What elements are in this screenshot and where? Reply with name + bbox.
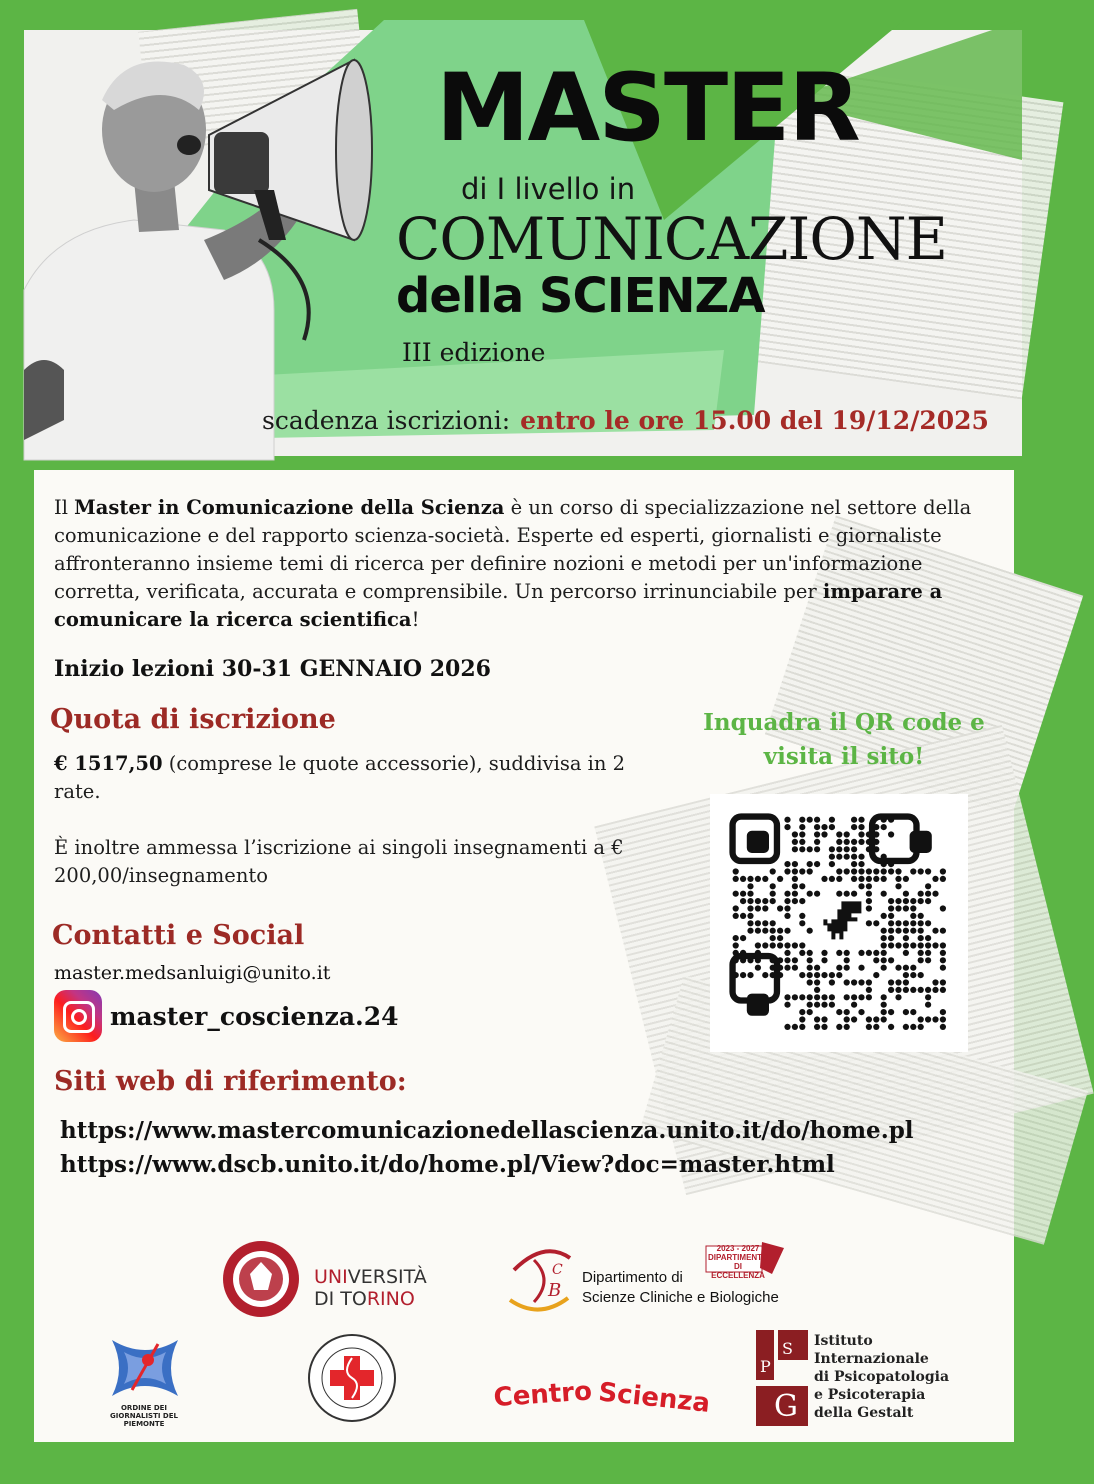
ordine-biologi-logo-icon: [306, 1332, 398, 1424]
svg-text:B: B: [548, 1280, 562, 1301]
website-links: [60, 1114, 914, 1182]
fee-amount: [54, 750, 674, 806]
intro-paragraph: [54, 494, 974, 634]
unito-text: UNI: [314, 1266, 348, 1288]
dscb-text: Scienze Cliniche e Biologiche: [582, 1289, 779, 1306]
fee-amount-text: (comprese le quote accessorie), suddivisa in 2 rate.: [54, 752, 626, 803]
woman-megaphone-photo: [24, 40, 354, 460]
svg-text:G: G: [774, 1389, 798, 1424]
excellence-badge-text: 2023 - 2027 DIPARTIMENTO DI ECCELLENZA: [708, 1244, 769, 1280]
websites-heading: Siti web di riferimento:: [54, 1066, 407, 1097]
unito-name: [314, 1266, 427, 1310]
intro-text: Il: [54, 496, 75, 519]
dscb-logo-icon: [504, 1240, 578, 1320]
fee-single: È inoltre ammessa l’iscrizione ai singoli insegnamenti a € 200,00/insegnamento: [54, 836, 624, 887]
fee-heading: Quota di iscrizione: [50, 704, 336, 735]
svg-text:C: C: [552, 1262, 563, 1278]
ogp-name: ORDINE DEI GIORNALISTI DEL PIEMONTE: [110, 1404, 178, 1428]
qr-code-icon: [710, 794, 968, 1052]
iipg-text: Internazionale: [814, 1351, 929, 1367]
svg-text:Centro: Centro: [492, 1376, 593, 1414]
instagram-link[interactable]: [54, 990, 399, 1042]
start-date: Inizio lezioni 30-31 GENNAIO 2026: [54, 656, 491, 682]
unito-text: RINO: [366, 1288, 415, 1310]
contacts-heading: Contatti e Social: [52, 920, 305, 951]
intro-text: è un corso di specializzazione nel settore della comunicazione e del rapporto scienza-società. Esperte ed esperti, giornalisti e giornaliste affronteranno insieme temi di ricerca per definire nozioni e metodi per un'informazione corretta, verificata, accurata e comprensibile. Un percorso irrinunciabile per: [54, 496, 972, 603]
iipg-text: di Psicopatologia: [814, 1369, 950, 1385]
intro-bold: imparare a comunicare la ricerca scientifica: [54, 580, 943, 631]
svg-text:S: S: [782, 1339, 793, 1358]
hero-title-line2: COMUNICAZIONE: [396, 205, 947, 273]
qr-hint: Inquadra il QR code e visita il sito!: [703, 709, 985, 770]
svg-text:P: P: [760, 1357, 771, 1376]
content-panel: [34, 470, 1014, 1442]
website-link-2[interactable]: https://www.dscb.unito.it/do/home.pl/View?doc=master.html: [60, 1151, 835, 1178]
iipg-logo-icon: [756, 1330, 808, 1426]
intro-text: !: [411, 608, 420, 631]
deadline: [262, 406, 989, 435]
deadline-value: entro le ore 15.00 del 19/12/2025: [520, 406, 989, 435]
contact-email[interactable]: master.medsanluigi@unito.it: [54, 962, 331, 984]
website-link-1[interactable]: https://www.mastercomunicazionedellascienza.unito.it/do/home.pl: [60, 1117, 914, 1144]
ogp-logo-icon: [104, 1330, 186, 1406]
hero-banner: [24, 20, 1022, 456]
hero-subtitle: di I livello in: [461, 172, 636, 206]
unito-text: VERSITÀ: [347, 1266, 427, 1288]
svg-text:Scienza: Scienza: [597, 1377, 712, 1419]
edition-label: III edizione: [402, 338, 546, 367]
iipg-text: e Psicoterapia: [814, 1387, 926, 1403]
instagram-icon: [54, 990, 102, 1042]
deadline-label: scadenza iscrizioni:: [262, 406, 511, 435]
fee-amount-value: € 1517,50: [54, 752, 163, 775]
iipg-text: Istituto: [814, 1333, 873, 1349]
hero-title: MASTER: [436, 54, 859, 163]
instagram-handle: master_coscienza.24: [110, 1001, 399, 1031]
intro-bold: Master in Comunicazione della Scienza: [74, 496, 505, 519]
centroscienza-logo-icon: [492, 1360, 712, 1420]
unito-text: DI TO: [314, 1288, 367, 1310]
unito-seal-icon: [220, 1234, 302, 1324]
qr-code[interactable]: [710, 794, 968, 1052]
hero-title-line3: della SCIENZA: [396, 268, 765, 324]
dscb-text: Dipartimento di: [582, 1269, 683, 1286]
iipg-text: della Gestalt: [814, 1405, 914, 1421]
iipg-name: [814, 1332, 949, 1422]
